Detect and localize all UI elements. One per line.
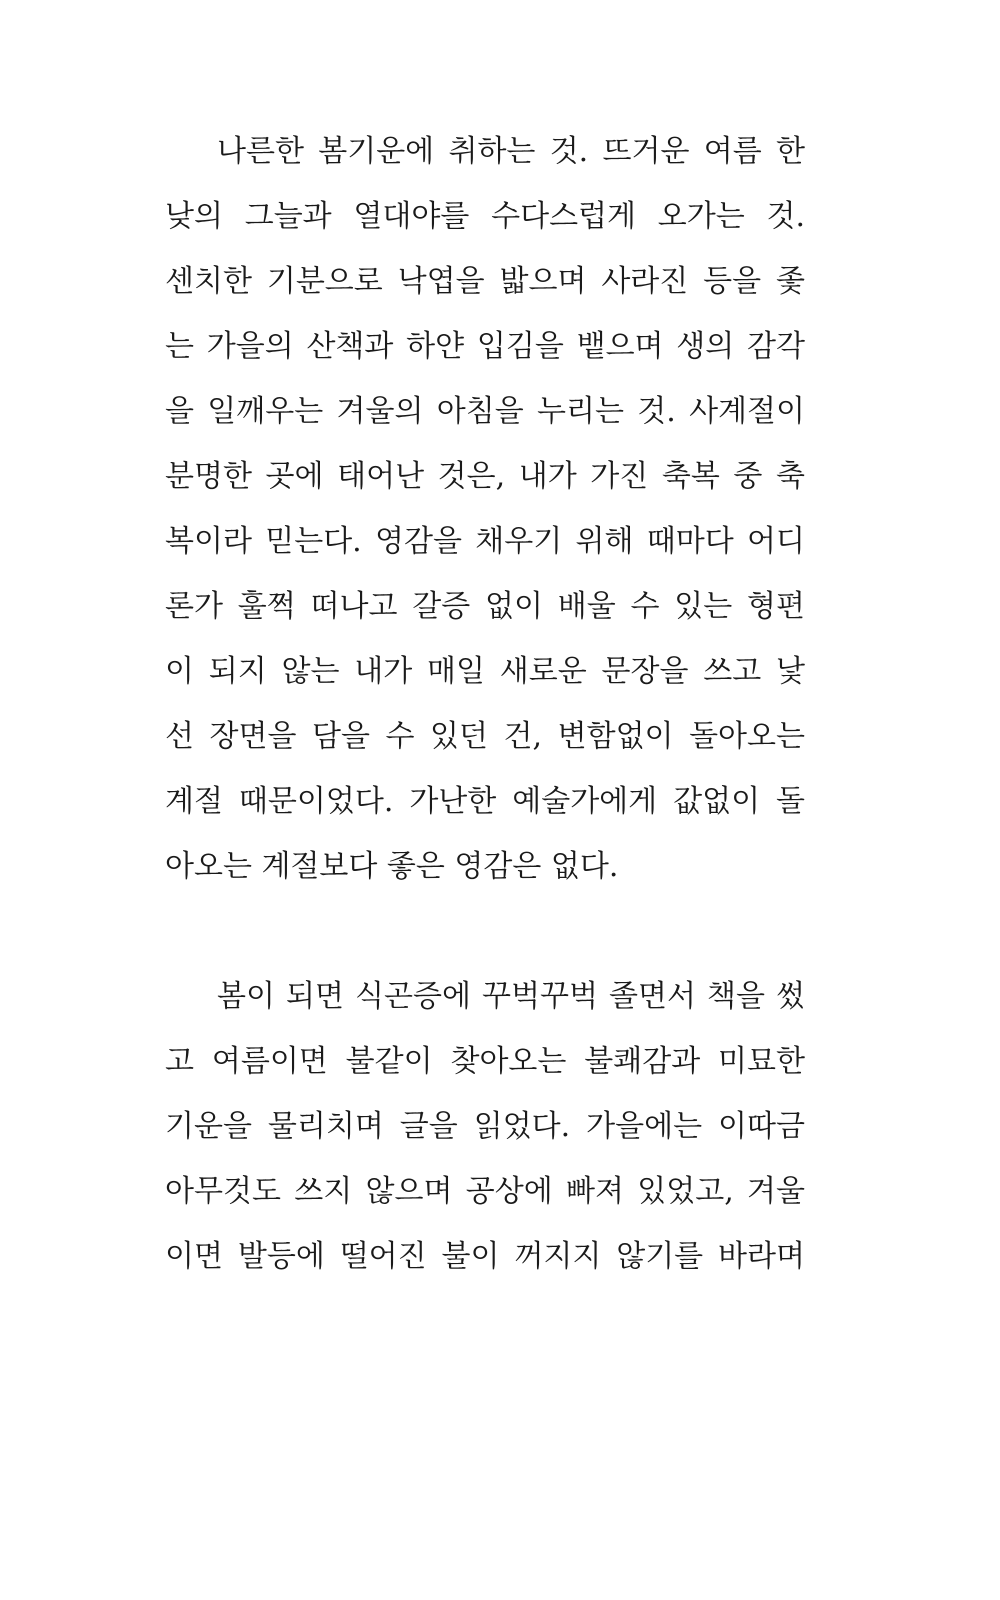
paragraph-1 <box>165 132 805 912</box>
text-line: 는 가을의 산책과 하얀 입김을 뱉으며 생의 감각 <box>165 329 805 364</box>
text-line: 이 되지 않는 내가 매일 새로운 문장을 쓰고 낯 <box>165 654 805 689</box>
text-line: 봄이 되면 식곤증에 꾸벅꾸벅 졸면서 책을 썼 <box>217 979 805 1014</box>
paragraph-2 <box>165 977 805 1302</box>
text-line: 아무것도 쓰지 않으며 공상에 빠져 있었고, 겨울 <box>165 1174 805 1209</box>
text-line: 계절 때문이었다. 가난한 예술가에게 값없이 돌 <box>165 784 805 819</box>
text-line: 을 일깨우는 겨울의 아침을 누리는 것. 사계절이 <box>165 394 805 429</box>
text-line: 나른한 봄기운에 취하는 것. 뜨거운 여름 한 <box>217 134 805 169</box>
text-line: 선 장면을 담을 수 있던 건, 변함없이 돌아오는 <box>165 719 805 754</box>
text-line: 이면 발등에 떨어진 불이 꺼지지 않기를 바라며 <box>165 1239 805 1274</box>
text-line: 분명한 곳에 태어난 것은, 내가 가진 축복 중 축 <box>165 459 805 494</box>
text-line: 센치한 기분으로 낙엽을 밟으며 사라진 등을 좇 <box>165 264 805 299</box>
text-line: 기운을 물리치며 글을 읽었다. 가을에는 이따금 <box>165 1109 805 1144</box>
text-line: 복이라 믿는다. 영감을 채우기 위해 때마다 어디 <box>165 524 805 559</box>
text-line: 고 여름이면 불같이 찾아오는 불쾌감과 미묘한 <box>165 1044 805 1079</box>
text-line: 아오는 계절보다 좋은 영감은 없다. <box>165 849 619 884</box>
text-line: 낮의 그늘과 열대야를 수다스럽게 오가는 것. <box>165 199 805 234</box>
text-line: 론가 훌쩍 떠나고 갈증 없이 배울 수 있는 형편 <box>165 589 805 624</box>
